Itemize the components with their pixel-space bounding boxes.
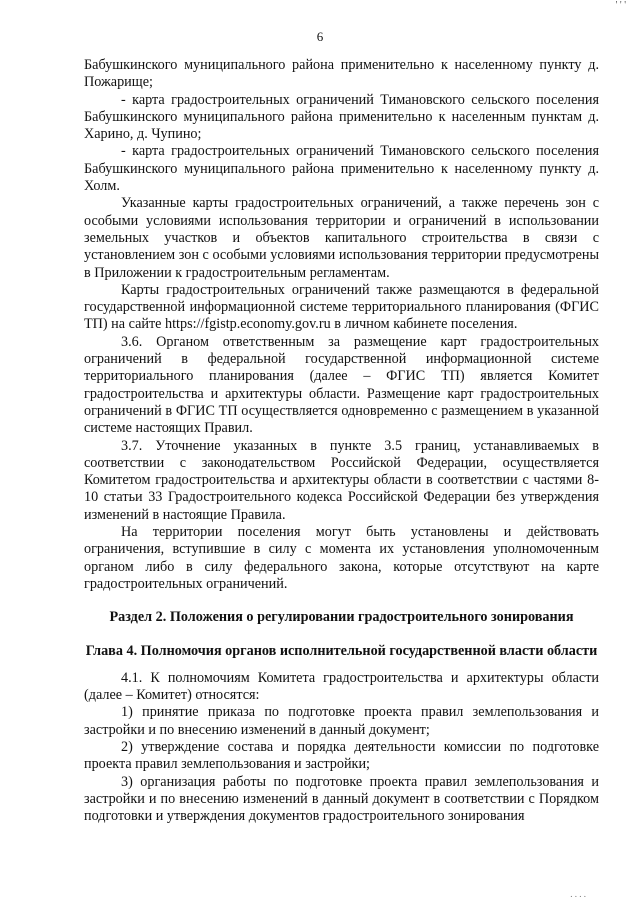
paragraph-3-6: 3.6. Органом ответственным за размещение карт градостроительных ограничений в федеральной государственной информационной системе территориального планирования (далее – ФГИС ТП) является Комитет градостроительства и архитектуры области. Размещение карт градостроительных ограничений в ФГИС ТП осуществляется одновременно с размещением в указанной системе настоящих Правил.	[84, 333, 599, 437]
corner-scan-mark: ' ' '	[615, 0, 626, 11]
list-item-3: 3) организация работы по подготовке проекта правил землепользования и застройки и по внесению изменений в данный документ в соответствии с Порядком подготовки и утверждения документов градостроительного зонирования	[84, 773, 599, 825]
paragraph-3-7: 3.7. Уточнение указанных в пункте 3.5 границ, устанавливаемых в соответствии с законодательством Российской Федерации, осуществляется Комитетом градостроительства и архитектуры области в соответствии с частями 8-10 статьи 33 Градостроительного кодекса Российской Федерации без утверждения изменений в настоящие Правила.	[84, 437, 599, 523]
page-number: 6	[316, 29, 324, 44]
paragraph-restrictions: На территории поселения могут быть установлены и действовать ограничения, вступившие в силу с момента их установления уполномоченным органом либо в силу федерального закона, которые отсутствуют на карте градостроительных ограничений.	[84, 524, 599, 592]
list-item-1: 1) принятие приказа по подготовке проекта правил землепользования и застройки и по внесению изменений в данный документ;	[84, 704, 599, 738]
paragraph-4-1: 4.1. К полномочиям Комитета градостроительства и архитектуры области (далее – Комитет) относятся:	[84, 669, 599, 704]
paragraph-maps-description: Указанные карты градостроительных ограничений, а также перечень зон с особыми условиями использования территории и ограничений в использовании земельных участков и объектов капитального строительства в связи с установлением зон с особыми условиями использования территории предусмотрены в Приложении к градостроительным регламентам.	[84, 195, 599, 281]
paragraph-fgis-placement: Карты градостроительных ограничений также размещаются в федеральной государственной информационной системе территориального планирования (ФГИС ТП) на сайте https://fgistp.economy.gov.ru в личном кабинете поселения.	[84, 281, 599, 333]
section-heading: Раздел 2. Положения о регулировании градостроительного зонирования	[109, 609, 574, 626]
list-item-map-kholm: - карта градостроительных ограничений Тимановского сельского поселения Бабушкинского муниципального района применительно к населенному пункту д. Холм.	[84, 143, 599, 195]
footer-scan-mark: . . . .	[570, 889, 586, 899]
list-item-map-harino: - карта градостроительных ограничений Тимановского сельского поселения Бабушкинского муниципального района применительно к населенным пунктам д. Харино, д. Чупино;	[84, 91, 599, 143]
list-item-2: 2) утверждение состава и порядка деятельности комиссии по подготовке проекта правил землепользования и застройки;	[84, 738, 599, 773]
chapter-heading: Глава 4. Полномочия органов исполнительной государственной власти области	[85, 642, 598, 659]
document-body	[84, 57, 599, 825]
paragraph-continuation: Бабушкинского муниципального района применительно к населенному пункту д. Пожарище;	[84, 57, 599, 91]
